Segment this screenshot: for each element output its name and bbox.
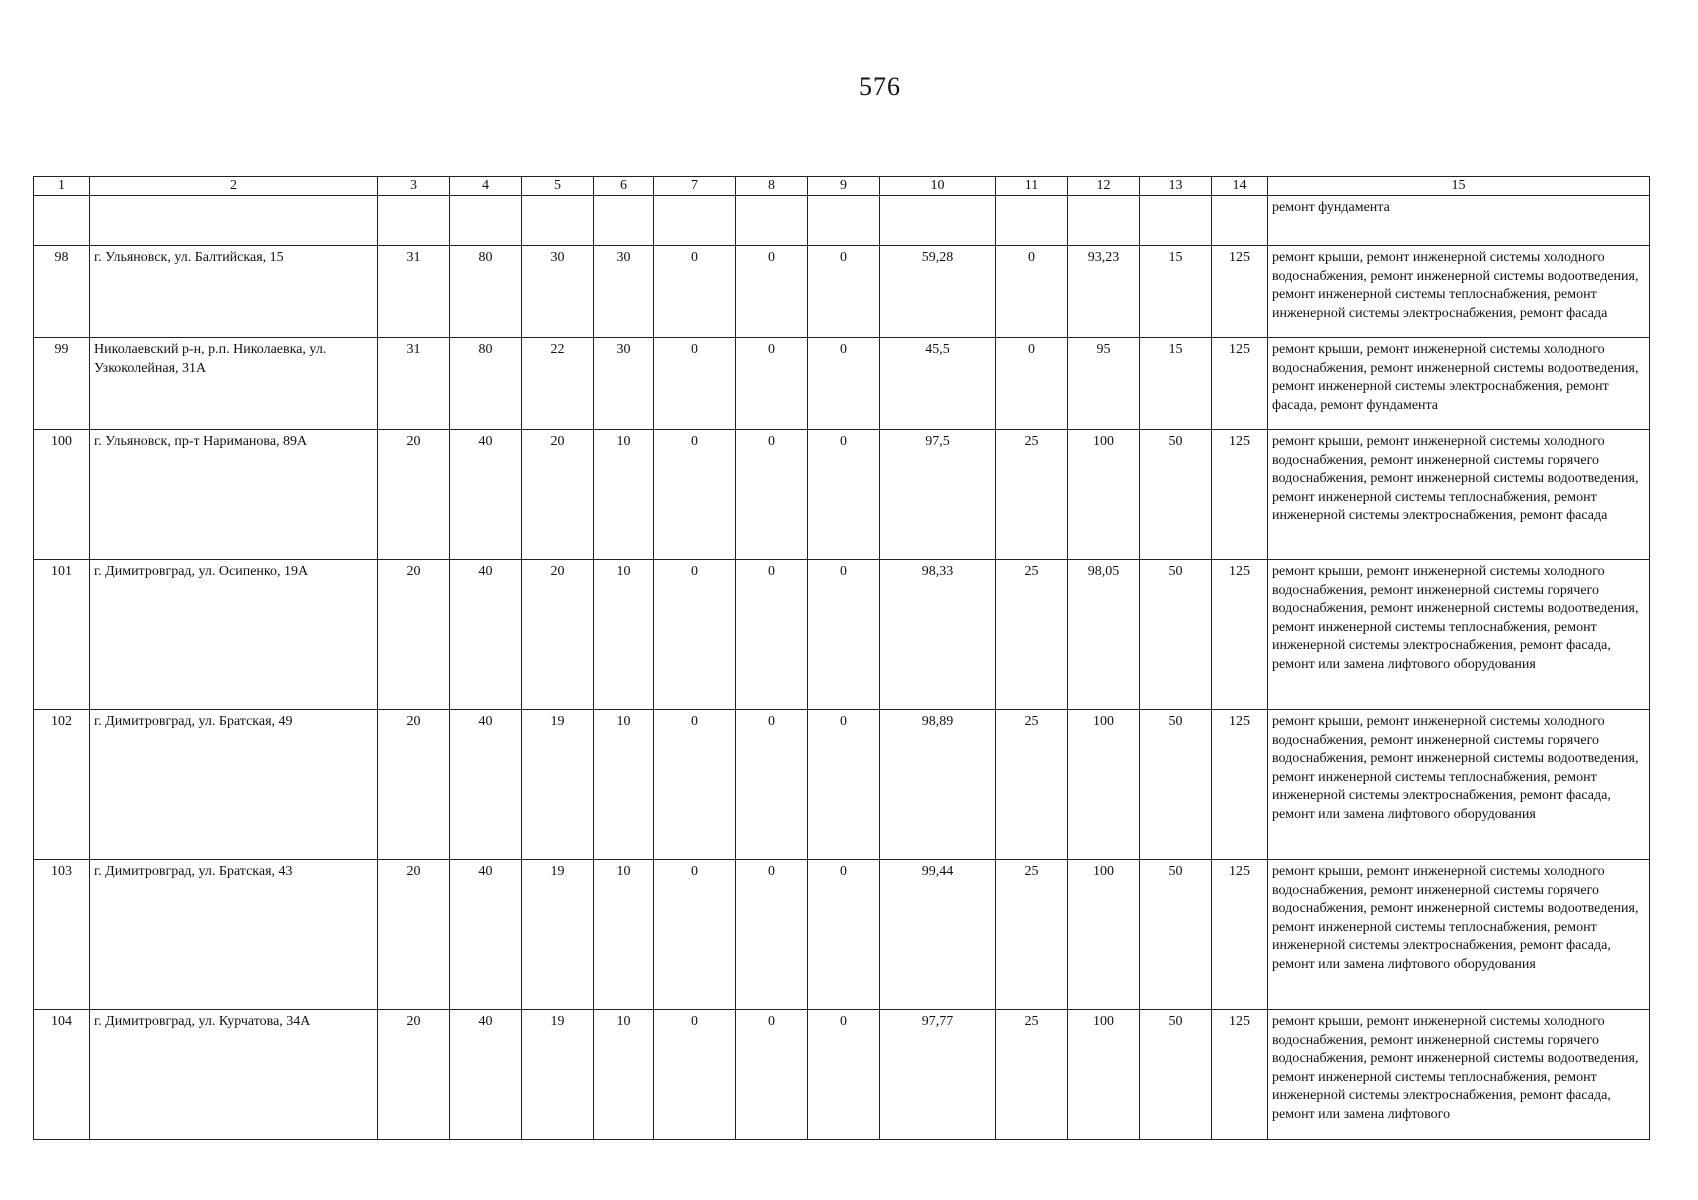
value-cell: 0	[736, 710, 808, 860]
value-cell: 98,05	[1068, 560, 1140, 710]
value-cell: 25	[996, 860, 1068, 1010]
value-cell: 100	[1068, 860, 1140, 1010]
value-cell: 40	[450, 430, 522, 560]
value-cell: 19	[522, 860, 594, 1010]
value-cell: 0	[736, 246, 808, 338]
col-header: 14	[1212, 177, 1268, 196]
works-description-cell: ремонт крыши, ремонт инженерной системы холодного водоснабжения, ремонт инженерной системы водоотведения, ремонт инженерной системы теплоснабжения, ремонт инженерной системы электроснабжения, ремонт фасада	[1268, 246, 1650, 338]
col-header: 3	[378, 177, 450, 196]
value-cell	[450, 196, 522, 246]
value-cell: 10	[594, 430, 654, 560]
value-cell: 0	[808, 430, 880, 560]
table-row	[34, 860, 1650, 1010]
works-description-cell: ремонт крыши, ремонт инженерной системы холодного водоснабжения, ремонт инженерной системы горячего водоснабжения, ремонт инженерной системы водоотведения, ремонт инженерной системы теплоснабжения, ремонт инженерной системы электроснабжения, ремонт фасада, ремонт или замена лифтового оборудования	[1268, 710, 1650, 860]
address-cell: г. Димитровград, ул. Братская, 49	[90, 710, 378, 860]
value-cell: 40	[450, 860, 522, 1010]
value-cell: 125	[1212, 1010, 1268, 1140]
value-cell: 100	[1068, 710, 1140, 860]
value-cell: 97,5	[880, 430, 996, 560]
value-cell: 125	[1212, 860, 1268, 1010]
value-cell: 59,28	[880, 246, 996, 338]
address-cell: г. Ульяновск, пр-т Нариманова, 89А	[90, 430, 378, 560]
value-cell	[1068, 196, 1140, 246]
col-header: 15	[1268, 177, 1650, 196]
value-cell: 0	[996, 338, 1068, 430]
value-cell: 19	[522, 1010, 594, 1140]
value-cell: 22	[522, 338, 594, 430]
value-cell: 100	[1068, 430, 1140, 560]
value-cell: 80	[450, 246, 522, 338]
col-header: 10	[880, 177, 996, 196]
value-cell	[736, 196, 808, 246]
value-cell: 30	[594, 246, 654, 338]
row-number: 99	[34, 338, 90, 430]
value-cell: 0	[808, 246, 880, 338]
value-cell: 10	[594, 1010, 654, 1140]
table-row	[34, 246, 1650, 338]
works-description-cell: ремонт фундамента	[1268, 196, 1650, 246]
address-cell: г. Димитровград, ул. Осипенко, 19А	[90, 560, 378, 710]
value-cell: 20	[378, 1010, 450, 1140]
value-cell: 10	[594, 560, 654, 710]
works-description-cell: ремонт крыши, ремонт инженерной системы холодного водоснабжения, ремонт инженерной системы горячего водоснабжения, ремонт инженерной системы водоотведения, ремонт инженерной системы теплоснабжения, ремонт инженерной системы электроснабжения, ремонт фасада, ремонт или замена лифтового оборудования	[1268, 860, 1650, 1010]
value-cell: 0	[736, 430, 808, 560]
value-cell	[594, 196, 654, 246]
value-cell: 125	[1212, 710, 1268, 860]
value-cell: 20	[378, 860, 450, 1010]
value-cell	[654, 196, 736, 246]
col-header: 6	[594, 177, 654, 196]
value-cell: 100	[1068, 1010, 1140, 1140]
row-number	[34, 196, 90, 246]
value-cell: 125	[1212, 560, 1268, 710]
value-cell: 0	[654, 560, 736, 710]
col-header: 7	[654, 177, 736, 196]
col-header: 13	[1140, 177, 1212, 196]
value-cell: 80	[450, 338, 522, 430]
value-cell: 50	[1140, 1010, 1212, 1140]
value-cell: 0	[736, 1010, 808, 1140]
value-cell: 0	[808, 560, 880, 710]
value-cell	[1212, 196, 1268, 246]
value-cell: 15	[1140, 338, 1212, 430]
row-number: 103	[34, 860, 90, 1010]
table-row	[34, 338, 1650, 430]
row-number: 101	[34, 560, 90, 710]
value-cell	[378, 196, 450, 246]
value-cell: 20	[378, 710, 450, 860]
value-cell: 0	[654, 710, 736, 860]
page-number: 576	[859, 72, 901, 101]
value-cell: 20	[522, 560, 594, 710]
value-cell: 30	[594, 338, 654, 430]
value-cell: 10	[594, 710, 654, 860]
value-cell: 98,33	[880, 560, 996, 710]
row-number: 100	[34, 430, 90, 560]
column-number-row	[34, 177, 1650, 196]
address-cell: г. Ульяновск, ул. Балтийская, 15	[90, 246, 378, 338]
table-row	[34, 196, 1650, 246]
value-cell: 40	[450, 710, 522, 860]
col-header: 1	[34, 177, 90, 196]
value-cell	[522, 196, 594, 246]
value-cell: 45,5	[880, 338, 996, 430]
works-description-cell: ремонт крыши, ремонт инженерной системы холодного водоснабжения, ремонт инженерной системы водоотведения, ремонт инженерной системы электроснабжения, ремонт фасада, ремонт фундамента	[1268, 338, 1650, 430]
value-cell: 50	[1140, 560, 1212, 710]
value-cell: 97,77	[880, 1010, 996, 1140]
value-cell	[808, 196, 880, 246]
value-cell: 50	[1140, 710, 1212, 860]
value-cell: 0	[654, 430, 736, 560]
col-header: 11	[996, 177, 1068, 196]
address-cell	[90, 196, 378, 246]
value-cell: 50	[1140, 860, 1212, 1010]
value-cell: 0	[654, 860, 736, 1010]
address-cell: г. Димитровград, ул. Курчатова, 34А	[90, 1010, 378, 1140]
value-cell	[1140, 196, 1212, 246]
col-header: 8	[736, 177, 808, 196]
value-cell: 0	[736, 338, 808, 430]
value-cell: 0	[808, 860, 880, 1010]
value-cell: 125	[1212, 246, 1268, 338]
value-cell: 10	[594, 860, 654, 1010]
value-cell: 0	[996, 246, 1068, 338]
value-cell: 25	[996, 430, 1068, 560]
value-cell: 20	[378, 560, 450, 710]
col-header: 4	[450, 177, 522, 196]
value-cell: 20	[522, 430, 594, 560]
value-cell	[880, 196, 996, 246]
table-row	[34, 710, 1650, 860]
row-number: 102	[34, 710, 90, 860]
register-table	[33, 176, 1650, 1140]
col-header: 9	[808, 177, 880, 196]
value-cell: 0	[736, 560, 808, 710]
value-cell: 93,23	[1068, 246, 1140, 338]
value-cell: 125	[1212, 430, 1268, 560]
value-cell: 99,44	[880, 860, 996, 1010]
value-cell: 95	[1068, 338, 1140, 430]
value-cell: 0	[736, 860, 808, 1010]
value-cell: 25	[996, 1010, 1068, 1140]
value-cell: 0	[654, 246, 736, 338]
table-row	[34, 560, 1650, 710]
value-cell: 31	[378, 338, 450, 430]
value-cell: 0	[654, 338, 736, 430]
table-row	[34, 430, 1650, 560]
address-cell: г. Димитровград, ул. Братская, 43	[90, 860, 378, 1010]
value-cell: 40	[450, 560, 522, 710]
value-cell: 19	[522, 710, 594, 860]
address-cell: Николаевский р-н, р.п. Николаевка, ул. Узкоколейная, 31А	[90, 338, 378, 430]
works-description-cell: ремонт крыши, ремонт инженерной системы холодного водоснабжения, ремонт инженерной системы горячего водоснабжения, ремонт инженерной системы водоотведения, ремонт инженерной системы теплоснабжения, ремонт инженерной системы электроснабжения, ремонт фасада, ремонт или замена лифтового оборудования	[1268, 560, 1650, 710]
row-number: 104	[34, 1010, 90, 1140]
value-cell: 25	[996, 560, 1068, 710]
row-number: 98	[34, 246, 90, 338]
value-cell: 0	[654, 1010, 736, 1140]
works-description-cell: ремонт крыши, ремонт инженерной системы холодного водоснабжения, ремонт инженерной системы горячего водоснабжения, ремонт инженерной системы водоотведения, ремонт инженерной системы теплоснабжения, ремонт инженерной системы электроснабжения, ремонт фасада	[1268, 430, 1650, 560]
value-cell: 30	[522, 246, 594, 338]
value-cell: 25	[996, 710, 1068, 860]
col-header: 2	[90, 177, 378, 196]
col-header: 12	[1068, 177, 1140, 196]
value-cell: 98,89	[880, 710, 996, 860]
value-cell: 125	[1212, 338, 1268, 430]
value-cell: 20	[378, 430, 450, 560]
works-description-cell: ремонт крыши, ремонт инженерной системы холодного водоснабжения, ремонт инженерной системы горячего водоснабжения, ремонт инженерной системы водоотведения, ремонт инженерной системы теплоснабжения, ремонт инженерной системы электроснабжения, ремонт фасада, ремонт или замена лифтового	[1268, 1010, 1650, 1140]
table-row	[34, 1010, 1650, 1140]
value-cell: 0	[808, 710, 880, 860]
value-cell: 0	[808, 338, 880, 430]
value-cell: 0	[808, 1010, 880, 1140]
col-header: 5	[522, 177, 594, 196]
value-cell: 15	[1140, 246, 1212, 338]
value-cell	[996, 196, 1068, 246]
value-cell: 40	[450, 1010, 522, 1140]
value-cell: 31	[378, 246, 450, 338]
value-cell: 50	[1140, 430, 1212, 560]
